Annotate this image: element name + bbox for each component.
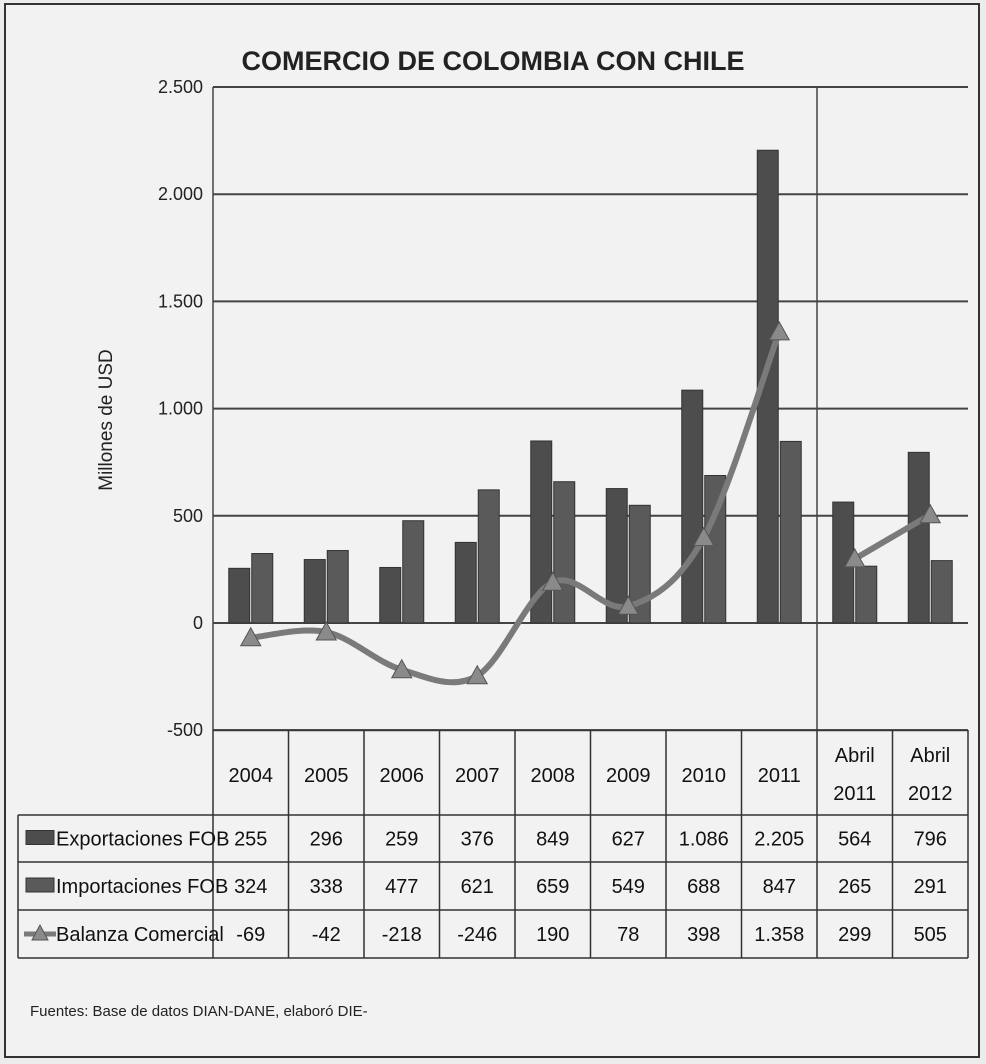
y-tick-label: 1.000: [157, 398, 203, 419]
y-tick-label: 2.000: [157, 184, 203, 205]
legend-key-bar: [26, 878, 54, 892]
bars: [229, 150, 953, 623]
y-tick-label: 500: [172, 505, 203, 526]
x-tick-label: Abril: [834, 745, 875, 767]
y-axis-label: Millones de USD: [96, 349, 117, 491]
x-tick-label: Abril: [910, 745, 951, 767]
table-cell-value: 627: [611, 828, 645, 851]
table-cell-value: 291: [913, 876, 947, 898]
table-cell-value: 505: [913, 924, 947, 946]
table-cell-value: 796: [913, 828, 947, 851]
chart-title: COMERCIO DE COLOMBIA CON CHILE: [241, 46, 745, 76]
x-tick-label: 2009: [606, 765, 651, 787]
table-cell-value: 299: [838, 924, 872, 946]
table-cell-value: 324: [234, 876, 268, 898]
table-cell-value: 564: [838, 828, 872, 851]
table-cell-value: 259: [385, 828, 419, 851]
data-table: [18, 730, 968, 958]
table-cell-value: 190: [536, 924, 570, 946]
legend-label: Exportaciones FOB: [56, 828, 230, 851]
x-tick-label: 2008: [530, 765, 575, 787]
bar-importaciones: [780, 441, 801, 623]
x-tick-label: 2007: [455, 765, 500, 787]
bar-importaciones: [252, 554, 273, 623]
x-tick-label: 2004: [228, 765, 273, 787]
table-cell-value: 2.205: [754, 828, 805, 851]
table-cell-value: 296: [309, 828, 343, 851]
table-cell-value: 477: [385, 876, 419, 898]
bar-exportaciones: [380, 567, 401, 623]
table-cell-value: 255: [234, 828, 268, 851]
table-cell-value: 847: [762, 876, 796, 898]
table-cell-value: 78: [617, 924, 640, 946]
y-tick-label: 0: [192, 613, 203, 633]
x-tick-label: 2006: [379, 765, 424, 787]
x-tick-label: 2010: [681, 765, 726, 787]
bar-exportaciones: [908, 452, 929, 623]
table-cell-value: 1.358: [754, 924, 805, 946]
bar-exportaciones: [304, 560, 325, 623]
table-cell-value: 265: [838, 876, 872, 898]
table-cell-value: 849: [536, 828, 570, 851]
bar-importaciones: [931, 561, 952, 623]
y-tick-label: 2.500: [157, 77, 203, 97]
bar-importaciones: [856, 566, 877, 623]
table-cell-value: -69: [236, 924, 266, 946]
table-cell-value: 659: [536, 876, 570, 898]
legend-label: Importaciones FOB: [56, 876, 229, 898]
x-tick-label: 2012: [908, 783, 953, 805]
table-cell-value: -246: [457, 924, 498, 946]
y-tick-label: 1.500: [157, 291, 203, 312]
legend-key-bar: [26, 831, 54, 845]
table-cell-value: 621: [460, 876, 494, 898]
bar-importaciones: [327, 551, 348, 623]
table-cell-value: 398: [687, 924, 721, 946]
bar-importaciones: [478, 490, 499, 623]
x-tick-label: 2005: [304, 765, 349, 787]
y-tick-label: -500: [166, 720, 203, 741]
table-cell-value: -42: [311, 924, 341, 946]
table-cell-value: 376: [460, 828, 494, 851]
bar-exportaciones: [455, 542, 476, 623]
table-cell-value: 338: [309, 876, 343, 898]
table-cell-value: 688: [687, 876, 721, 898]
y-tick-labels: [158, 77, 203, 740]
table-cell-value: 549: [611, 876, 645, 898]
legend-label: Balanza Comercial: [56, 924, 224, 946]
table-cell-value: 1.086: [678, 828, 729, 851]
source-note: Fuentes: Base de datos DIAN-DANE, elaboró DIE-: [30, 1003, 368, 1020]
x-tick-label: 2011: [833, 783, 877, 805]
bar-importaciones: [403, 521, 424, 623]
bar-exportaciones: [229, 568, 250, 623]
x-tick-label: 2011: [757, 765, 801, 787]
table-cell-value: -218: [381, 924, 422, 946]
bar-importaciones: [554, 482, 575, 623]
bar-exportaciones: [682, 390, 703, 623]
